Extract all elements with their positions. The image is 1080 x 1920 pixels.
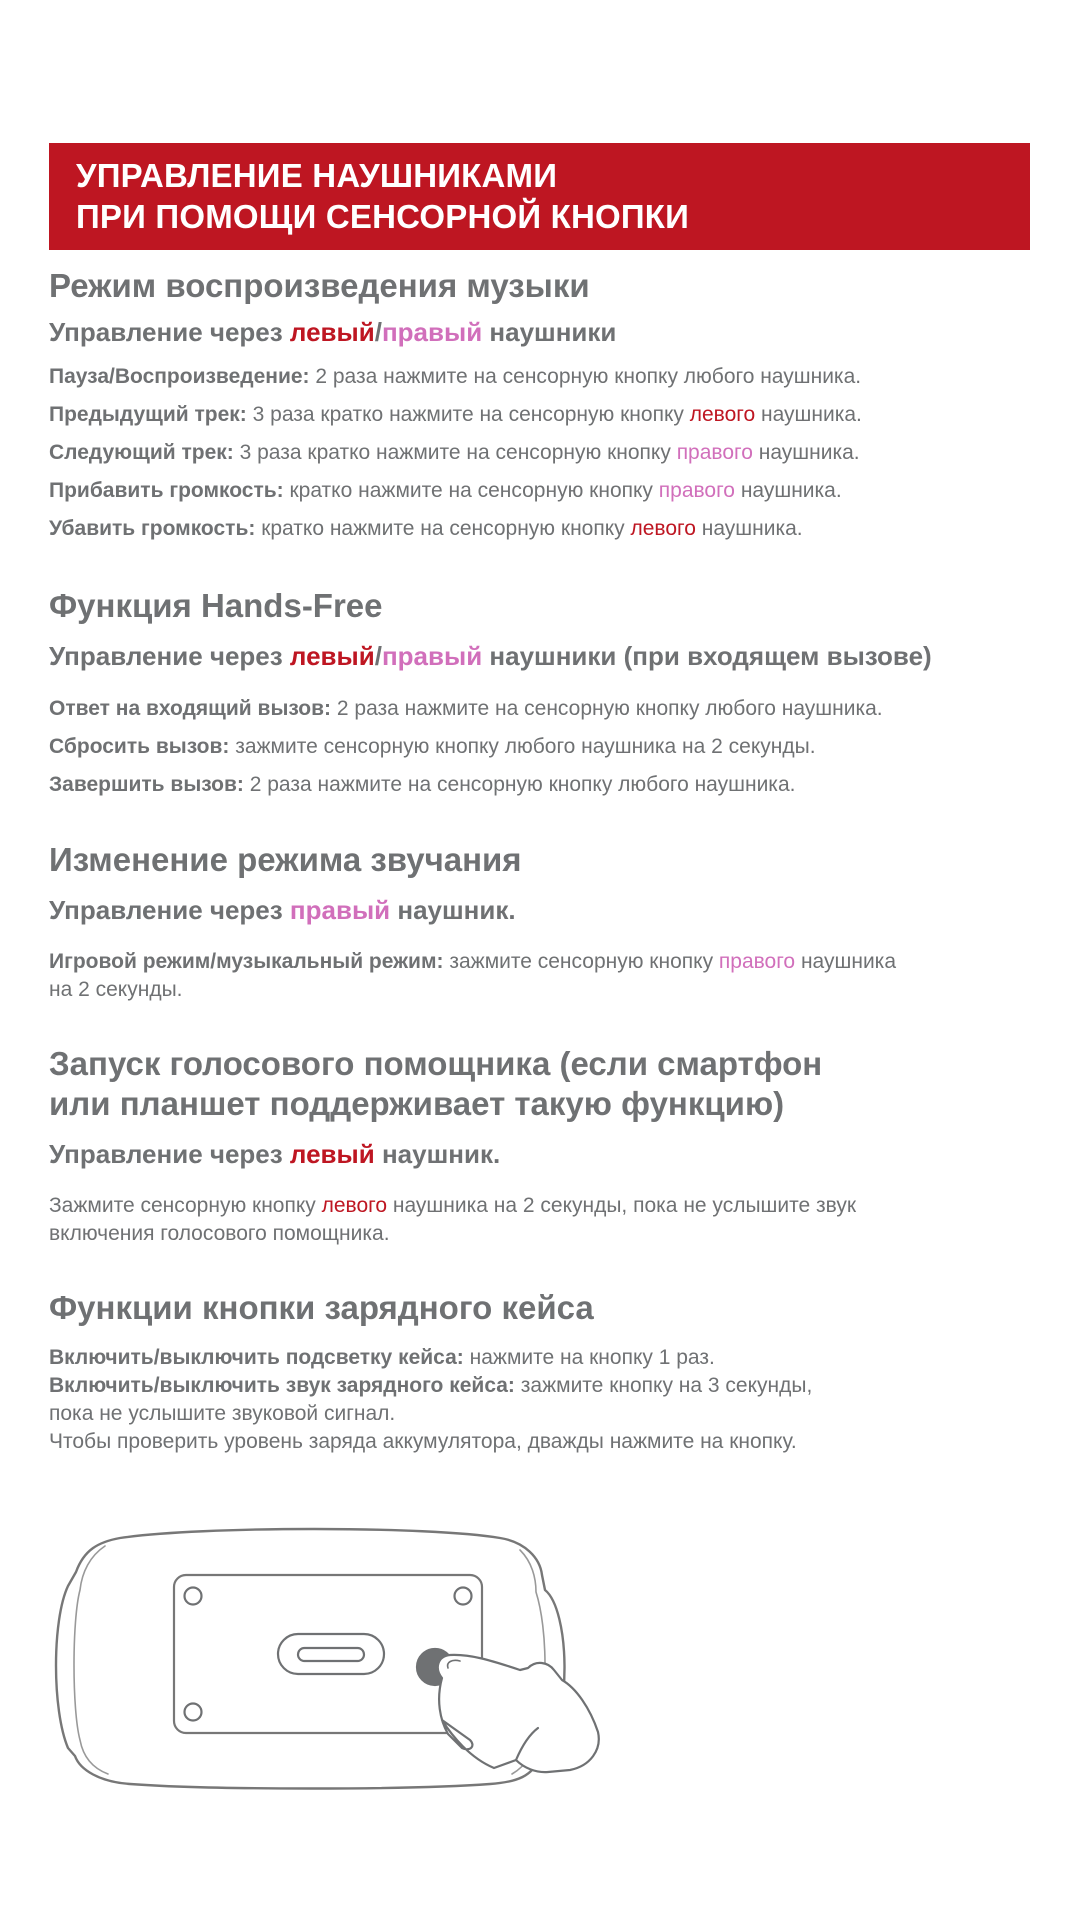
list-item — [49, 510, 1049, 548]
list-item — [49, 472, 1049, 510]
case-inner-edge — [74, 1546, 108, 1774]
right-earbud-label: правый — [289, 895, 391, 925]
item-label: Включить/выключить подсветку кейса: — [49, 1346, 464, 1369]
left-earbud-label: левый — [289, 317, 375, 347]
screw-icon — [455, 1588, 472, 1605]
section-title: Режим воспроизведения музыки — [49, 267, 590, 304]
title-line: или планшет поддерживает такую функцию) — [49, 1085, 785, 1122]
screw-icon — [185, 1588, 202, 1605]
section-subtitle — [49, 892, 1049, 928]
subtitle-slash: / — [374, 641, 382, 671]
title-line: Запуск голосового помощника (если смартфон — [49, 1045, 823, 1082]
subtitle-text: наушники — [482, 317, 617, 347]
item-label: Включить/выключить звук зарядного кейса: — [49, 1374, 515, 1397]
section-subtitle — [49, 1136, 1049, 1172]
section-title — [49, 1044, 1049, 1124]
item-label: Убавить громкость: — [49, 517, 256, 540]
usb-port-inner — [298, 1648, 364, 1661]
usb-port-icon — [278, 1634, 384, 1674]
screw-icon — [185, 1704, 202, 1721]
item-label: Пауза/Воспроизведение: — [49, 365, 310, 388]
subtitle-text: наушники (при входящем вызове) — [482, 641, 932, 671]
item-text: включения голосового помощника. — [49, 1222, 390, 1245]
left-earbud-label: левый — [289, 641, 375, 671]
item-text: зажмите сенсорную кнопку любого наушника на 2 секунды. — [229, 735, 816, 758]
item-text: на 2 секунды. — [49, 978, 183, 1001]
subtitle-text: Управление через — [49, 1139, 290, 1169]
section-subtitle — [49, 314, 1049, 350]
list-item — [49, 690, 1049, 728]
item-text: 2 раза нажмите на сенсорную кнопку любого наушника. — [331, 697, 883, 720]
left-earbud-highlight: левого — [689, 403, 756, 426]
item-text: зажмите кнопку на 3 секунды, — [514, 1374, 813, 1397]
item-label: Ответ на входящий вызов: — [49, 697, 332, 720]
list-item — [49, 948, 1049, 1004]
section-charging-case — [49, 1288, 1049, 1456]
item-label: Сбросить вызов: — [49, 735, 230, 758]
right-earbud-highlight: правого — [658, 479, 735, 502]
left-earbud-highlight: левого — [321, 1194, 388, 1217]
item-text: кратко нажмите на сенсорную кнопку — [255, 517, 631, 540]
item-text: наушника. — [752, 441, 860, 464]
section-title: Изменение режима звучания — [49, 841, 522, 878]
item-text: 2 раза нажмите на сенсорную кнопку любого наушника. — [243, 773, 796, 796]
right-earbud-highlight: правого — [718, 950, 796, 973]
item-label: Завершить вызов: — [49, 773, 244, 796]
item-text: кратко нажмите на сенсорную кнопку — [283, 479, 659, 502]
paragraph — [49, 1192, 1049, 1248]
item-text: наушника. — [695, 517, 803, 540]
list-item: Чтобы проверить уровень заряда аккумулятора, дважды нажмите на кнопку. — [49, 1430, 797, 1453]
subtitle-text: Управление через — [49, 895, 290, 925]
banner-title-line2: ПРИ ПОМОЩИ СЕНСОРНОЙ КНОПКИ — [76, 198, 690, 235]
section-handsfree — [49, 586, 1049, 804]
item-text: наушника. — [734, 479, 842, 502]
list-item — [49, 358, 1049, 396]
subtitle-text: наушник. — [374, 1139, 501, 1169]
item-text: 2 раза нажмите на сенсорную кнопку любого наушника. — [309, 365, 862, 388]
list-item — [49, 434, 1049, 472]
subtitle-text: Управление через — [49, 641, 290, 671]
section-voice-assistant — [49, 1044, 1049, 1248]
right-earbud-label: правый — [381, 317, 483, 347]
case-button-illustration — [50, 1520, 630, 1790]
section-title: Функции кнопки зарядного кейса — [49, 1289, 594, 1326]
right-earbud-label: правый — [381, 641, 483, 671]
item-text: 3 раза кратко нажмите на сенсорную кнопку — [233, 441, 677, 464]
section-sound-mode — [49, 840, 1049, 1004]
item-label: Предыдущий трек: — [49, 403, 247, 426]
item-text: пока не услышите звуковой сигнал. — [49, 1402, 396, 1425]
item-text: наушника на 2 секунды, пока не услышите звук — [387, 1194, 857, 1217]
left-earbud-label: левый — [289, 1139, 375, 1169]
manual-content — [49, 266, 1049, 1456]
section-subtitle — [49, 638, 1049, 674]
section-title: Функция Hands-Free — [49, 587, 383, 624]
header-banner — [49, 143, 1030, 250]
left-earbud-highlight: левого — [630, 517, 696, 540]
subtitle-text: наушник. — [390, 895, 516, 925]
item-text: наушника — [795, 950, 897, 973]
item-text: зажмите сенсорную кнопку — [443, 950, 719, 973]
item-label: Прибавить громкость: — [49, 479, 284, 502]
item-text: 3 раза кратко нажмите на сенсорную кнопку — [246, 403, 690, 426]
list-item — [49, 728, 1049, 766]
right-earbud-highlight: правого — [676, 441, 753, 464]
item-text: нажмите на кнопку 1 раз. — [463, 1346, 715, 1369]
item-label: Игровой режим/музыкальный режим: — [49, 950, 444, 973]
section-music — [49, 266, 1049, 548]
item-label: Следующий трек: — [49, 441, 234, 464]
list-item — [49, 1372, 1049, 1428]
list-item — [49, 1344, 1049, 1372]
item-text: наушника. — [755, 403, 862, 426]
banner-title-line1: УПРАВЛЕНИЕ НАУШНИКАМИ — [76, 157, 558, 194]
item-text: Зажмите сенсорную кнопку — [49, 1194, 322, 1217]
subtitle-text: Управление через — [49, 317, 290, 347]
subtitle-slash: / — [374, 317, 382, 347]
list-item — [49, 766, 1049, 804]
list-item — [49, 396, 1049, 434]
